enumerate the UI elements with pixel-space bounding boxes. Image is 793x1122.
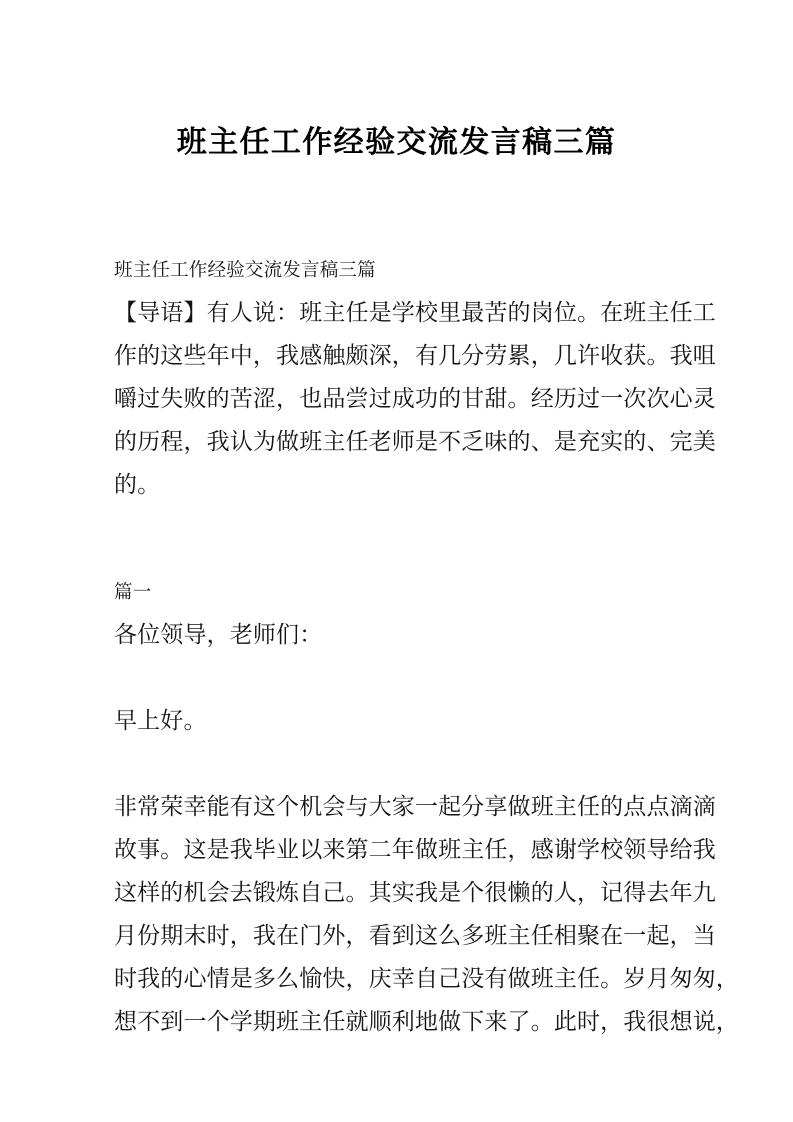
document-body [114,248,740,1043]
intro-line: 嚼过失败的苦涩，也品尝过成功的甘甜。经历过一次次心灵 [114,385,716,411]
section-label: 篇一 [114,581,152,602]
salutation-line: 各位领导，老师们： [114,621,323,647]
intro-line: 的历程，我认为做班主任老师是不乏味的、是充实的、完美 [114,428,716,454]
body-line: 想不到一个学期班主任就顺利地做下来了。此时，我很想说， [114,1008,740,1034]
intro-line: 【导语】有人说：班主任是学校里最苦的岗位。在班主任工 [114,299,716,325]
body-line: 非常荣幸能有这个机会与大家一起分享做班主任的点点滴滴 [114,793,716,819]
intro-line: 的。 [114,471,161,497]
intro-line: 作的这些年中，我感触颇深，有几分劳累，几许收获。我咀 [114,342,716,368]
heading-repeat-line: 班主任工作经验交流发言稿三篇 [114,259,376,280]
page-title: 班主任工作经验交流发言稿三篇 [176,126,617,159]
body-line: 月份期末时，我在门外，看到这么多班主任相聚在一起，当 [114,922,716,948]
body-line: 故事。这是我毕业以来第二年做班主任，感谢学校领导给我 [114,836,716,862]
paragraph-spacer [114,549,682,570]
body-line: 这样的机会去锻炼自己。其实我是个很懒的人，记得去年九 [114,879,716,905]
paragraph-spacer [114,742,682,785]
paragraph-spacer [114,656,682,699]
paragraph-spacer [114,506,682,549]
greeting-line: 早上好。 [114,707,207,733]
body-line: 时我的心情是多么愉快，庆幸自己没有做班主任。岁月匆匆， [114,965,740,991]
